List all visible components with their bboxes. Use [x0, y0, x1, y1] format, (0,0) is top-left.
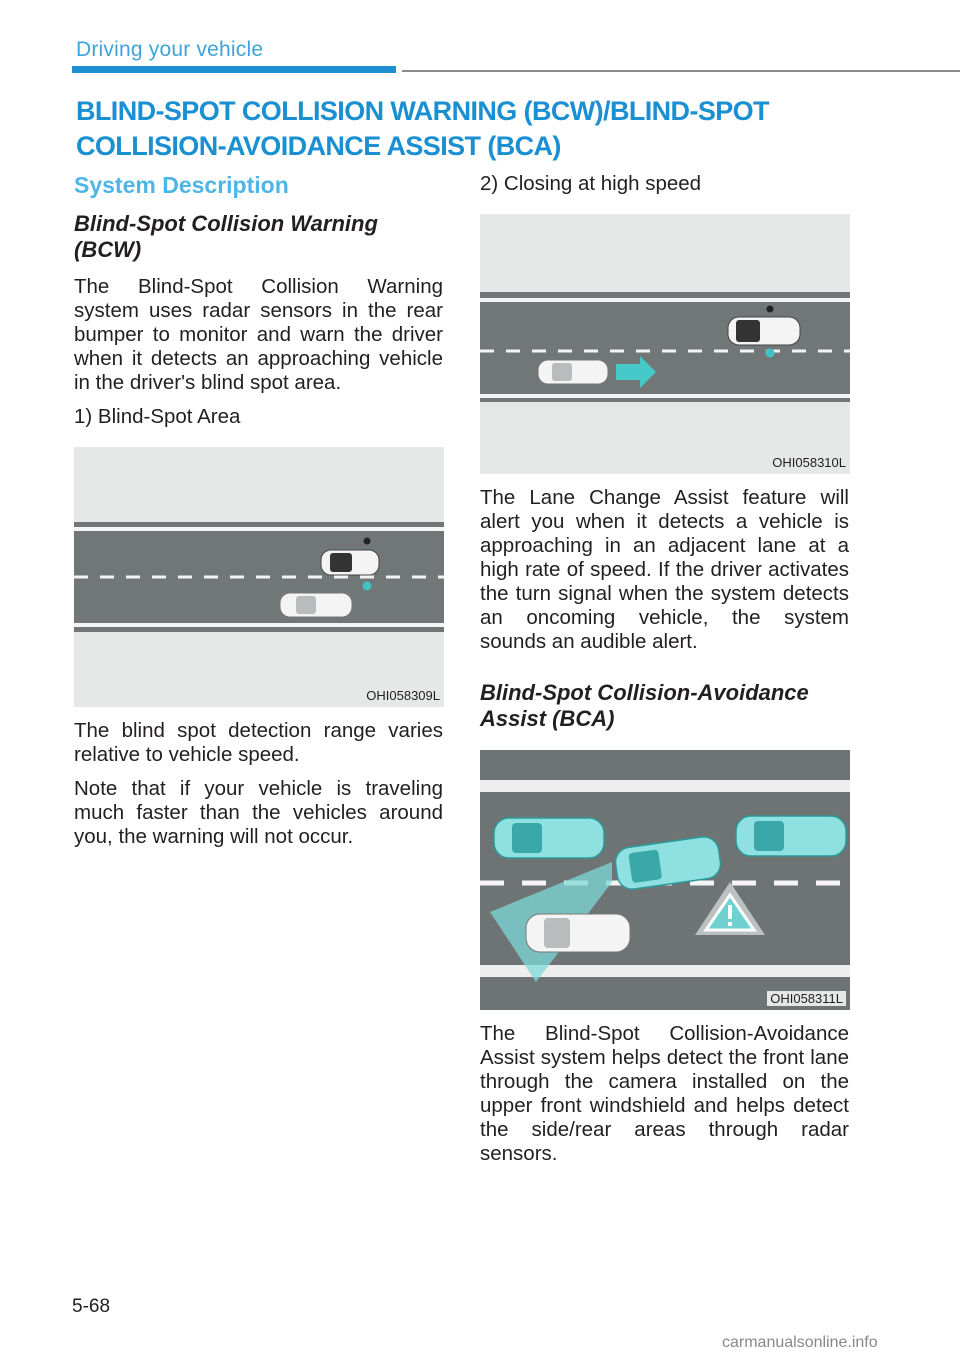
radar-sensor-icon-2 [363, 582, 372, 591]
own-vehicle-icon [321, 550, 379, 575]
figure-code: OHI058311L [767, 991, 846, 1006]
section-title-line-2: COLLISION-AVOIDANCE ASSIST (BCA) [76, 131, 561, 161]
chapter-title: Driving your vehicle [76, 38, 264, 61]
own-vehicle-icon [728, 317, 800, 345]
bca-illustration [480, 750, 850, 1010]
watermark: carmanualsonline.info [722, 1334, 878, 1351]
blind-spot-area-item: 1) Blind-Spot Area [74, 405, 241, 428]
bca-subheading: Blind-Spot Collision-Avoidance Assist (BCA) [480, 680, 809, 731]
fast-vehicle-icon [538, 360, 608, 384]
closing-speed-illustration [480, 214, 850, 474]
left-column [74, 172, 443, 859]
bcw-subheading: Blind-Spot Collision Warning (BCW) [74, 211, 378, 262]
figure-bca [480, 750, 850, 1010]
figure-closing-high-speed [480, 214, 850, 474]
header-accent-bar [72, 66, 396, 73]
section-title [76, 94, 876, 164]
range-note: The blind spot detection range varies relative to vehicle speed. [74, 719, 443, 766]
lane-change-description: The Lane Change Assist feature will alert you when it detects a vehicle is approaching in an adjacent lane at a high rate of speed. If the driver activates the turn signal when the system detects an oncoming vehicle, the system sounds an audible alert. [480, 486, 849, 653]
radar-sensor-icon [364, 538, 371, 545]
bca-description: The Blind-Spot Collision-Avoidance Assist system helps detect the front lane through the camera installed on the upper front windshield and helps detect the side/rear areas through radar sensors. [480, 1022, 849, 1165]
figure-blind-spot-area [74, 447, 444, 707]
blind-spot-illustration [74, 447, 444, 707]
page-number: 5-68 [72, 1296, 111, 1317]
section-title-line-1: BLIND-SPOT COLLISION WARNING (BCW)/BLIND-SPOT [76, 96, 769, 126]
approaching-vehicle-icon [280, 593, 352, 617]
system-description-heading: System Description [74, 172, 289, 198]
radar-sensor-icon [767, 306, 774, 313]
front-vehicle-right-icon [736, 816, 846, 856]
rear-vehicle-icon [526, 914, 630, 952]
header-rule [402, 70, 960, 72]
figure-code: OHI058309L [366, 688, 440, 703]
right-column [480, 172, 849, 1176]
radar-sensor-icon-2 [766, 349, 775, 358]
bcw-description: The Blind-Spot Collision Warning system uses radar sensors in the rear bumper to monitor and warn the driver when it detects an approaching vehicle in the driver's blind spot area. [74, 275, 443, 394]
speed-note: Note that if your vehicle is traveling much faster than the vehicles around you, the warning will not occur. [74, 777, 443, 848]
closing-high-speed-item: 2) Closing at high speed [480, 172, 702, 195]
front-vehicle-left-icon [494, 818, 604, 858]
figure-code: OHI058310L [772, 455, 846, 470]
